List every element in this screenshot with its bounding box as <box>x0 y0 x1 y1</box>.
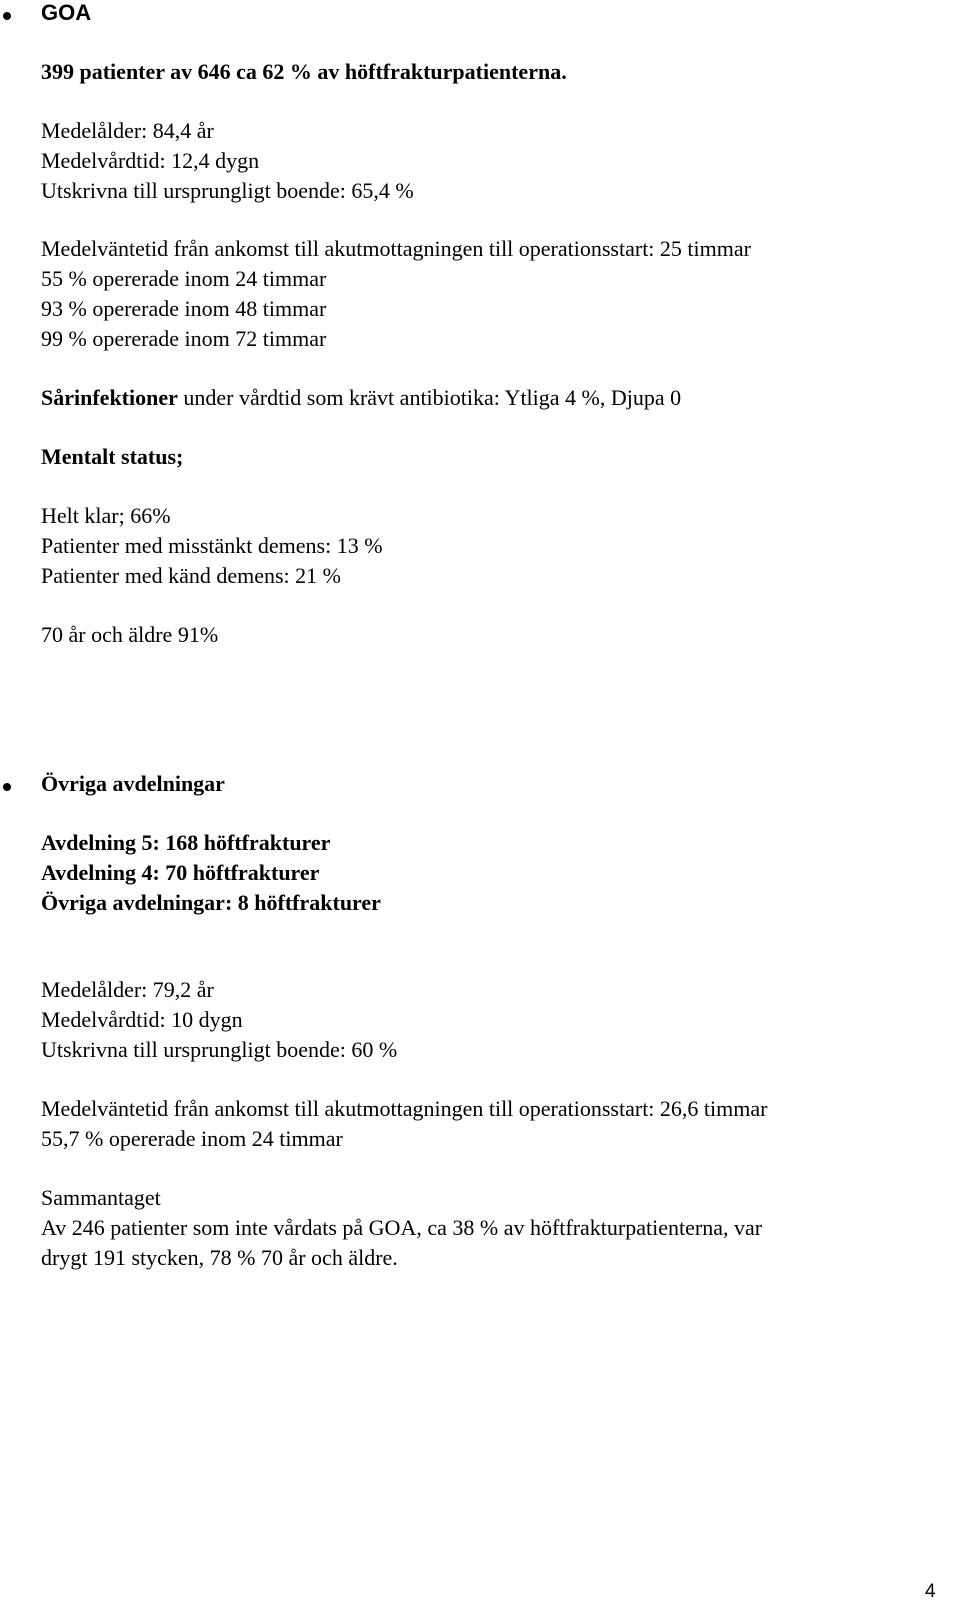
other-stat-stay: Medelvårdtid: 10 dygn <box>41 1007 243 1032</box>
goa-heading: GOA <box>41 0 92 25</box>
other-wait-mean: Medelväntetid från ankomst till akutmottagningen till operationsstart: 26,6 timmar <box>41 1096 768 1121</box>
other-dept-4: Avdelning 4: 70 höftfrakturer <box>41 860 320 885</box>
goa-stat-stay: Medelvårdtid: 12,4 dygn <box>41 148 260 173</box>
other-heading: Övriga avdelningar <box>41 771 225 796</box>
goa-summary: 399 patienter av 646 ca 62 % av höftfrakturpatienterna. <box>41 59 567 84</box>
other-stat-discharge: Utskrivna till ursprungligt boende: 60 % <box>41 1037 398 1062</box>
other-dept-5: Avdelning 5: 168 höftfrakturer <box>41 830 331 855</box>
goa-mental-suspected: Patienter med misstänkt demens: 13 % <box>41 533 383 558</box>
summary-heading: Sammantaget <box>41 1185 161 1210</box>
goa-stat-age: Medelålder: 84,4 år <box>41 118 214 143</box>
bullet-icon <box>3 783 11 791</box>
bullet-icon <box>3 12 11 20</box>
goa-mental-known: Patienter med känd demens: 21 % <box>41 563 341 588</box>
goa-wait-72h: 99 % opererade inom 72 timmar <box>41 326 327 351</box>
goa-infection-text: under vårdtid som krävt antibiotika: Ytliga 4 %, Djupa 0 <box>177 385 682 410</box>
other-wait-24h: 55,7 % opererade inom 24 timmar <box>41 1126 343 1151</box>
page-number: 4 <box>925 1581 936 1602</box>
goa-infection-label: Sårinfektioner <box>41 385 178 410</box>
goa-wait-48h: 93 % opererade inom 48 timmar <box>41 296 327 321</box>
summary-line-1: Av 246 patienter som inte vårdats på GOA, ca 38 % av höftfrakturpatienterna, var <box>41 1215 763 1240</box>
goa-age70: 70 år och äldre 91% <box>41 622 219 647</box>
goa-mental-clear: Helt klar; 66% <box>41 503 171 528</box>
other-stat-age: Medelålder: 79,2 år <box>41 977 214 1002</box>
goa-wait-24h: 55 % opererade inom 24 timmar <box>41 266 327 291</box>
other-dept-rest: Övriga avdelningar: 8 höftfrakturer <box>41 890 381 915</box>
goa-stat-discharge: Utskrivna till ursprungligt boende: 65,4 % <box>41 178 414 203</box>
goa-mental-heading: Mentalt status; <box>41 444 184 469</box>
summary-line-2: drygt 191 stycken, 78 % 70 år och äldre. <box>41 1245 398 1270</box>
goa-wait-mean: Medelväntetid från ankomst till akutmottagningen till operationsstart: 25 timmar <box>41 236 751 261</box>
goa-infection <box>41 383 681 413</box>
